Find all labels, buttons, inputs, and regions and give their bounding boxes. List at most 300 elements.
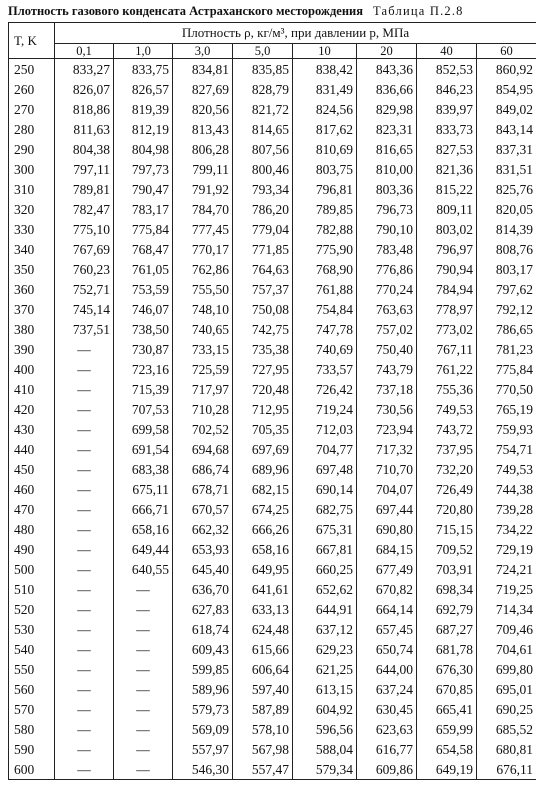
density-cell: 715,39 (114, 379, 173, 399)
density-cell: 812,19 (114, 119, 173, 139)
density-cell: 761,22 (417, 359, 477, 379)
density-cell: 644,91 (293, 599, 357, 619)
density-cell: 745,14 (55, 299, 114, 319)
density-cell: 752,71 (55, 279, 114, 299)
density-cell: — (55, 739, 114, 759)
table-body (9, 59, 536, 780)
density-cell: 546,30 (173, 759, 233, 780)
density-cell: 649,95 (233, 559, 293, 579)
density-cell: 697,48 (293, 459, 357, 479)
density-cell: 652,62 (293, 579, 357, 599)
table-row (9, 239, 536, 259)
table-row (9, 679, 536, 699)
density-cell: — (55, 459, 114, 479)
density-cell: 849,02 (477, 99, 536, 119)
temperature-cell: 340 (9, 239, 55, 259)
density-cell: 813,43 (173, 119, 233, 139)
density-cell: 715,15 (417, 519, 477, 539)
density-cell: 640,55 (114, 559, 173, 579)
density-cell: 803,75 (293, 159, 357, 179)
density-cell: 606,64 (233, 659, 293, 679)
temperature-cell: 490 (9, 539, 55, 559)
density-cell: 665,41 (417, 699, 477, 719)
density-cell: 776,86 (357, 259, 417, 279)
density-cell: 796,97 (417, 239, 477, 259)
temperature-cell: 520 (9, 599, 55, 619)
density-cell: 629,23 (293, 639, 357, 659)
table-row (9, 259, 536, 279)
density-cell: 824,56 (293, 99, 357, 119)
density-cell: 699,58 (114, 419, 173, 439)
density-cell: 804,98 (114, 139, 173, 159)
density-cell: — (55, 599, 114, 619)
density-cell: 768,90 (293, 259, 357, 279)
density-cell: — (114, 659, 173, 679)
density-cell: 815,22 (417, 179, 477, 199)
density-cell: 783,17 (114, 199, 173, 219)
density-cell: 831,51 (477, 159, 536, 179)
density-cell: 674,25 (233, 499, 293, 519)
density-cell: 807,56 (233, 139, 293, 159)
density-cell: 630,45 (357, 699, 417, 719)
temperature-cell: 270 (9, 99, 55, 119)
temperature-cell: 580 (9, 719, 55, 739)
density-cell: 702,52 (173, 419, 233, 439)
density-cell: 753,59 (114, 279, 173, 299)
table-row (9, 719, 536, 739)
density-cell: 790,10 (357, 219, 417, 239)
density-cell: 757,37 (233, 279, 293, 299)
table-row (9, 99, 536, 119)
table-row (9, 319, 536, 339)
density-cell: 557,47 (233, 759, 293, 780)
density-cell: 735,38 (233, 339, 293, 359)
density-cell: 579,73 (173, 699, 233, 719)
density-cell: 852,53 (417, 59, 477, 80)
density-cell: 664,14 (357, 599, 417, 619)
density-cell: 754,84 (293, 299, 357, 319)
temperature-cell: 550 (9, 659, 55, 679)
density-cell: 690,25 (477, 699, 536, 719)
density-cell: 750,08 (233, 299, 293, 319)
temperature-cell: 260 (9, 79, 55, 99)
pressure-header-cell: 3,0 (173, 44, 233, 59)
density-cell: 579,34 (293, 759, 357, 780)
density-cell: 726,42 (293, 379, 357, 399)
density-cell: 779,04 (233, 219, 293, 239)
table-row (9, 379, 536, 399)
density-cell: — (55, 499, 114, 519)
density-cell: 645,40 (173, 559, 233, 579)
density-cell: 596,56 (293, 719, 357, 739)
density-cell: 650,74 (357, 639, 417, 659)
density-cell: 737,18 (357, 379, 417, 399)
density-cell: 627,83 (173, 599, 233, 619)
table-row (9, 499, 536, 519)
density-cell: 569,09 (173, 719, 233, 739)
density-cell: 604,92 (293, 699, 357, 719)
density-cell: 810,00 (357, 159, 417, 179)
density-cell: 820,56 (173, 99, 233, 119)
density-cell: 717,97 (173, 379, 233, 399)
density-cell: 698,34 (417, 579, 477, 599)
density-cell: 615,66 (233, 639, 293, 659)
density-cell: 621,25 (293, 659, 357, 679)
density-cell: 820,05 (477, 199, 536, 219)
density-cell: 757,02 (357, 319, 417, 339)
density-cell: 691,54 (114, 439, 173, 459)
density-cell: 835,85 (233, 59, 293, 80)
table-row (9, 79, 536, 99)
density-cell: — (55, 419, 114, 439)
density-cell: 818,86 (55, 99, 114, 119)
table-row (9, 419, 536, 439)
table-row (9, 299, 536, 319)
density-cell: 743,79 (357, 359, 417, 379)
density-cell: 609,43 (173, 639, 233, 659)
density-cell: 710,70 (357, 459, 417, 479)
density-cell: 823,31 (357, 119, 417, 139)
temperature-cell: 430 (9, 419, 55, 439)
density-cell: 750,40 (357, 339, 417, 359)
density-cell: 837,31 (477, 139, 536, 159)
density-cell: 682,75 (293, 499, 357, 519)
density-cell: 755,36 (417, 379, 477, 399)
temperature-cell: 590 (9, 739, 55, 759)
temperature-cell: 480 (9, 519, 55, 539)
density-cell: 695,01 (477, 679, 536, 699)
temperature-cell: 450 (9, 459, 55, 479)
density-cell: 836,66 (357, 79, 417, 99)
density-cell: 670,85 (417, 679, 477, 699)
density-cell: 690,14 (293, 479, 357, 499)
table-row (9, 439, 536, 459)
density-cell: 793,34 (233, 179, 293, 199)
density-cell: 653,93 (173, 539, 233, 559)
density-cell: 803,17 (477, 259, 536, 279)
temperature-cell: 400 (9, 359, 55, 379)
table-row (9, 339, 536, 359)
density-cell: 694,68 (173, 439, 233, 459)
table-row (9, 159, 536, 179)
table-row (9, 459, 536, 479)
density-cell: 720,48 (233, 379, 293, 399)
temperature-cell: 370 (9, 299, 55, 319)
density-cell: 775,84 (477, 359, 536, 379)
density-cell: 786,20 (233, 199, 293, 219)
table-row (9, 399, 536, 419)
density-cell: 675,31 (293, 519, 357, 539)
density-cell: 828,79 (233, 79, 293, 99)
density-cell: 804,38 (55, 139, 114, 159)
density-cell: 790,94 (417, 259, 477, 279)
density-cell: 833,75 (114, 59, 173, 80)
temperature-cell: 250 (9, 59, 55, 80)
density-cell: 789,85 (293, 199, 357, 219)
density-cell: 838,42 (293, 59, 357, 80)
density-cell: 723,16 (114, 359, 173, 379)
table-row (9, 739, 536, 759)
table-row (9, 179, 536, 199)
density-cell: 740,69 (293, 339, 357, 359)
density-cell: 636,70 (173, 579, 233, 599)
table-row (9, 519, 536, 539)
table-caption (8, 2, 530, 22)
density-cell: 723,94 (357, 419, 417, 439)
density-cell: 730,87 (114, 339, 173, 359)
density-cell: — (114, 619, 173, 639)
temperature-cell: 600 (9, 759, 55, 780)
density-cell: 796,73 (357, 199, 417, 219)
density-cell: 808,76 (477, 239, 536, 259)
density-cell: 729,19 (477, 539, 536, 559)
table-row (9, 639, 536, 659)
density-cell: 839,97 (417, 99, 477, 119)
density-cell: 633,13 (233, 599, 293, 619)
temperature-cell: 380 (9, 319, 55, 339)
density-cell: 670,57 (173, 499, 233, 519)
density-cell: 705,35 (233, 419, 293, 439)
density-cell: 697,69 (233, 439, 293, 459)
density-cell: 588,04 (293, 739, 357, 759)
density-cell: 760,23 (55, 259, 114, 279)
temperature-cell: 350 (9, 259, 55, 279)
density-cell: 763,63 (357, 299, 417, 319)
density-cell: 775,10 (55, 219, 114, 239)
density-cell: 733,15 (173, 339, 233, 359)
pressure-header-cell: 60 (477, 44, 536, 59)
density-cell: 782,88 (293, 219, 357, 239)
temperature-cell: 390 (9, 339, 55, 359)
temperature-cell: 300 (9, 159, 55, 179)
temperature-cell: 540 (9, 639, 55, 659)
density-cell: 775,90 (293, 239, 357, 259)
density-cell: 704,61 (477, 639, 536, 659)
density-cell: 819,39 (114, 99, 173, 119)
pressure-header-cell: 5,0 (233, 44, 293, 59)
density-cell: 724,21 (477, 559, 536, 579)
temperature-cell: 460 (9, 479, 55, 499)
density-cell: 660,25 (293, 559, 357, 579)
density-group-header: Плотность ρ, кг/м³, при давлении p, МПа (55, 23, 536, 44)
density-cell: 800,46 (233, 159, 293, 179)
density-cell: 799,11 (173, 159, 233, 179)
table-row (9, 659, 536, 679)
density-cell: 814,65 (233, 119, 293, 139)
density-cell: 687,27 (417, 619, 477, 639)
density-cell: 654,58 (417, 739, 477, 759)
density-cell: 827,69 (173, 79, 233, 99)
table-row (9, 59, 536, 80)
density-cell: 675,11 (114, 479, 173, 499)
density-cell: 784,70 (173, 199, 233, 219)
density-cell: 778,97 (417, 299, 477, 319)
density-cell: 790,47 (114, 179, 173, 199)
density-cell: 738,50 (114, 319, 173, 339)
density-cell: 854,95 (477, 79, 536, 99)
density-cell: 764,63 (233, 259, 293, 279)
table-number: Таблица П.2.8 (373, 4, 464, 18)
density-cell: 589,96 (173, 679, 233, 699)
density-cell: — (55, 339, 114, 359)
table-row (9, 199, 536, 219)
temperature-cell: 470 (9, 499, 55, 519)
table-row (9, 539, 536, 559)
density-cell: 747,78 (293, 319, 357, 339)
density-cell: 814,39 (477, 219, 536, 239)
density-cell: — (55, 559, 114, 579)
density-cell: 725,59 (173, 359, 233, 379)
density-cell: 789,81 (55, 179, 114, 199)
density-cell: 709,46 (477, 619, 536, 639)
density-cell: 710,28 (173, 399, 233, 419)
density-cell: 734,22 (477, 519, 536, 539)
density-table (8, 22, 536, 780)
density-cell: 843,36 (357, 59, 417, 80)
density-cell: 810,69 (293, 139, 357, 159)
density-cell: — (55, 639, 114, 659)
table-row (9, 699, 536, 719)
density-cell: 685,52 (477, 719, 536, 739)
density-cell: 709,52 (417, 539, 477, 559)
density-cell: 831,49 (293, 79, 357, 99)
density-cell: 670,82 (357, 579, 417, 599)
density-cell: — (55, 379, 114, 399)
table-row (9, 119, 536, 139)
density-cell: 680,81 (477, 739, 536, 759)
density-cell: 704,07 (357, 479, 417, 499)
density-cell: 599,85 (173, 659, 233, 679)
density-cell: 768,47 (114, 239, 173, 259)
density-cell: 843,14 (477, 119, 536, 139)
table-row (9, 219, 536, 239)
density-cell: 782,47 (55, 199, 114, 219)
density-cell: 748,10 (173, 299, 233, 319)
density-cell: 681,78 (417, 639, 477, 659)
density-cell: 641,61 (233, 579, 293, 599)
density-cell: — (114, 719, 173, 739)
density-cell: 733,57 (293, 359, 357, 379)
density-cell: 833,73 (417, 119, 477, 139)
density-cell: 737,51 (55, 319, 114, 339)
density-cell: 742,75 (233, 319, 293, 339)
density-cell: 667,81 (293, 539, 357, 559)
density-cell: 703,91 (417, 559, 477, 579)
density-cell: 658,16 (114, 519, 173, 539)
density-cell: 578,10 (233, 719, 293, 739)
temperature-cell: 320 (9, 199, 55, 219)
density-cell: — (55, 359, 114, 379)
temperature-cell: 290 (9, 139, 55, 159)
density-cell: — (55, 659, 114, 679)
density-cell: 678,71 (173, 479, 233, 499)
temperature-cell: 510 (9, 579, 55, 599)
density-cell: 773,02 (417, 319, 477, 339)
density-cell: 616,77 (357, 739, 417, 759)
table-row (9, 479, 536, 499)
density-cell: 791,92 (173, 179, 233, 199)
density-cell: 699,80 (477, 659, 536, 679)
density-cell: 683,38 (114, 459, 173, 479)
density-cell: 707,53 (114, 399, 173, 419)
density-cell: 697,44 (357, 499, 417, 519)
pressure-header-row (9, 44, 536, 59)
density-cell: 770,50 (477, 379, 536, 399)
density-cell: 676,11 (477, 759, 536, 780)
density-cell: — (114, 699, 173, 719)
density-cell: 637,12 (293, 619, 357, 639)
temperature-cell: 420 (9, 399, 55, 419)
table-row (9, 559, 536, 579)
density-cell: 649,19 (417, 759, 477, 780)
density-cell: 677,49 (357, 559, 417, 579)
density-cell: 797,73 (114, 159, 173, 179)
density-cell: 613,15 (293, 679, 357, 699)
density-cell: 755,50 (173, 279, 233, 299)
density-cell: 826,57 (114, 79, 173, 99)
density-cell: 817,62 (293, 119, 357, 139)
density-cell: 730,56 (357, 399, 417, 419)
density-cell: 846,23 (417, 79, 477, 99)
density-cell: 684,15 (357, 539, 417, 559)
table-row (9, 579, 536, 599)
density-cell: — (55, 439, 114, 459)
temperature-cell: 500 (9, 559, 55, 579)
density-cell: 749,53 (477, 459, 536, 479)
table-row (9, 599, 536, 619)
density-cell: — (114, 599, 173, 619)
density-cell: 690,80 (357, 519, 417, 539)
density-cell: 720,80 (417, 499, 477, 519)
density-cell: 557,97 (173, 739, 233, 759)
density-cell: 834,81 (173, 59, 233, 80)
density-cell: 649,44 (114, 539, 173, 559)
density-cell: — (55, 519, 114, 539)
pressure-header-cell: 10 (293, 44, 357, 59)
density-cell: 809,11 (417, 199, 477, 219)
density-cell: 609,86 (357, 759, 417, 780)
density-cell: — (55, 539, 114, 559)
density-cell: 821,36 (417, 159, 477, 179)
density-cell: 689,96 (233, 459, 293, 479)
density-cell: 825,76 (477, 179, 536, 199)
density-cell: 658,16 (233, 539, 293, 559)
pressure-header-cell: 1,0 (114, 44, 173, 59)
density-cell: — (55, 719, 114, 739)
density-cell: — (55, 579, 114, 599)
density-cell: 732,20 (417, 459, 477, 479)
density-cell: 829,98 (357, 99, 417, 119)
density-cell: 797,62 (477, 279, 536, 299)
density-cell: 662,32 (173, 519, 233, 539)
density-cell: — (55, 679, 114, 699)
density-cell: 712,03 (293, 419, 357, 439)
temperature-cell: 410 (9, 379, 55, 399)
density-cell: 743,72 (417, 419, 477, 439)
density-cell: 682,15 (233, 479, 293, 499)
density-cell: — (55, 399, 114, 419)
density-cell: — (55, 759, 114, 780)
density-cell: 666,26 (233, 519, 293, 539)
density-cell: 587,89 (233, 699, 293, 719)
density-cell: — (55, 699, 114, 719)
density-cell: 762,86 (173, 259, 233, 279)
density-cell: — (55, 619, 114, 639)
density-cell: 765,19 (477, 399, 536, 419)
density-cell: 826,07 (55, 79, 114, 99)
density-cell: 597,40 (233, 679, 293, 699)
density-cell: 717,32 (357, 439, 417, 459)
